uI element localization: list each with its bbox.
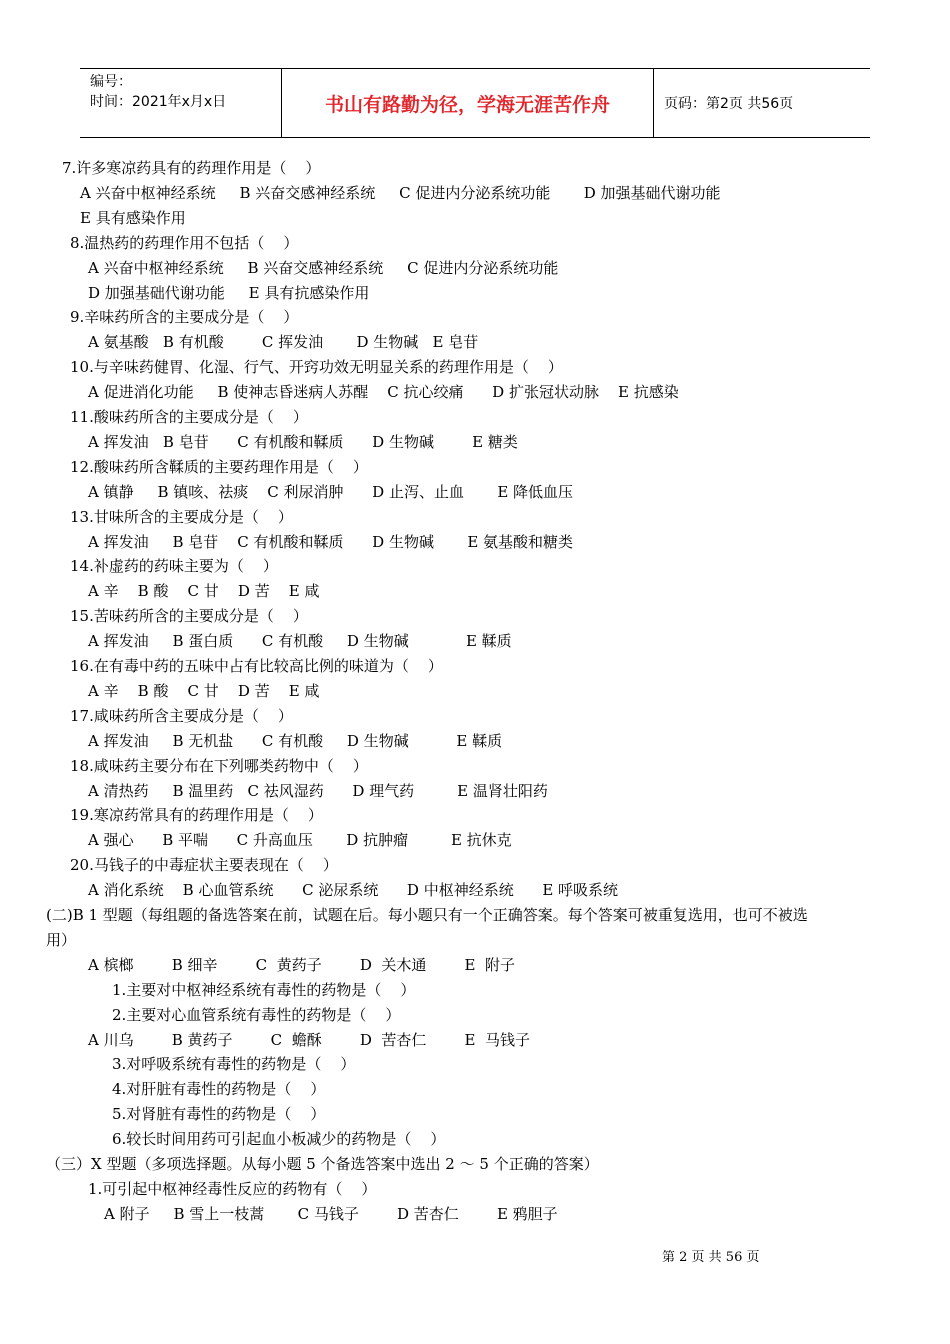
- text-line: A 挥发油 B 无机盐 C 有机酸 D 生物碱 E 鞣质: [88, 732, 503, 750]
- text-line: 7.许多寒凉药具有的药理作用是（ ）: [62, 159, 321, 177]
- text-line: A 挥发油 B 蛋白质 C 有机酸 D 生物碱 E 鞣质: [88, 632, 512, 650]
- text-line: A 辛 B 酸 C 甘 D 苦 E 咸: [88, 582, 320, 600]
- text-line: 20.马钱子的中毒症状主要表现在（ ）: [70, 856, 338, 874]
- text-line: （三）X 型题（多项选择题。从每小题 5 个备选答案中选出 2 ～ 5 个正确的答案）: [46, 1155, 599, 1173]
- text-line: 1.主要对中枢神经系统有毒性的药物是（ ）: [112, 981, 416, 999]
- text-line: D 加强基础代谢功能 E 具有抗感染作用: [88, 284, 370, 302]
- text-line: A 附子 B 雪上一枝蒿 C 马钱子 D 苦杏仁 E 鸦胆子: [104, 1205, 558, 1223]
- text-line: 13.甘味所含的主要成分是（ ）: [70, 508, 293, 526]
- text-line: 15.苦味药所含的主要成分是（ ）: [70, 607, 308, 625]
- text-line: A 镇静 B 镇咳、祛痰 C 利尿消肿 D 止泻、止血 E 降低血压: [88, 483, 574, 501]
- text-line: E 具有感染作用: [80, 209, 186, 227]
- text-line: 用）: [46, 931, 77, 949]
- text-line: 11.酸味药所含的主要成分是（ ）: [70, 408, 308, 426]
- page-footer: 第 2 页 共 56 页: [662, 1250, 760, 1265]
- text-line: A 兴奋中枢神经系统 B 兴奋交感神经系统 C 促进内分泌系统功能 D 加强基础代谢功能: [80, 184, 721, 202]
- page-header: [80, 68, 870, 138]
- text-line: 6.较长时间用药可引起血小板减少的药物是（ ）: [112, 1130, 446, 1148]
- text-line: 14.补虚药的药味主要为（ ）: [70, 557, 278, 575]
- text-line: A 清热药 B 温里药 C 祛风湿药 D 理气药 E 温肾壮阳药: [88, 782, 548, 800]
- text-line: A 兴奋中枢神经系统 B 兴奋交感神经系统 C 促进内分泌系统功能: [88, 259, 559, 277]
- text-line: 5.对肾脏有毒性的药物是（ ）: [112, 1105, 326, 1123]
- text-line: 3.对呼吸系统有毒性的药物是（ ）: [112, 1055, 356, 1073]
- text-line: A 强心 B 平喘 C 升高血压 D 抗肿瘤 E 抗休克: [88, 831, 512, 849]
- text-line: 10.与辛味药健胃、化湿、行气、开窍功效无明显关系的药理作用是（ ）: [70, 358, 563, 376]
- text-line: 2.主要对心血管系统有毒性的药物是（ ）: [112, 1006, 401, 1024]
- text-line: A 槟榔 B 细辛 C 黄药子 D 关木通 E 附子: [88, 956, 516, 974]
- text-line: 12.酸味药所含鞣质的主要药理作用是（ ）: [70, 458, 368, 476]
- header-meta: [80, 69, 281, 137]
- document-number-label: 编号：: [90, 74, 132, 90]
- text-line: 1.可引起中枢神经毒性反应的药物有（ ）: [88, 1180, 377, 1198]
- header-page-number: 页码：第2页 共56页: [664, 96, 794, 112]
- text-line: A 挥发油 B 皂苷 C 有机酸和鞣质 D 生物碱 E 氨基酸和糖类: [88, 533, 574, 551]
- text-line: A 消化系统 B 心血管系统 C 泌尿系统 D 中枢神经系统 E 呼吸系统: [88, 881, 619, 899]
- text-line: A 挥发油 B 皂苷 C 有机酸和鞣质 D 生物碱 E 糖类: [88, 433, 518, 451]
- text-line: 19.寒凉药常具有的药理作用是（ ）: [70, 806, 323, 824]
- text-line: 8.温热药的药理作用不包括（ ）: [70, 234, 299, 252]
- text-line: A 川乌 B 黄药子 C 蟾酥 D 苦杏仁 E 马钱子: [88, 1031, 531, 1049]
- header-motto: 书山有路勤为径，学海无涯苦作舟: [281, 69, 654, 137]
- text-line: 16.在有毒中药的五味中占有比较高比例的味道为（ ）: [70, 657, 443, 675]
- text-line: (二)B 1 型题（每组题的备选答案在前，试题在后。每小题只有一个正确答案。每个答案可被重复选用，也可不被选: [46, 906, 808, 924]
- document-date-label: 时间：2021年x月x日: [90, 94, 227, 110]
- text-line: A 促进消化功能 B 使神志昏迷病人苏醒 C 抗心绞痛 D 扩张冠状动脉 E 抗感染: [88, 383, 679, 401]
- text-line: 4.对肝脏有毒性的药物是（ ）: [112, 1080, 326, 1098]
- text-line: 18.咸味药主要分布在下列哪类药物中（ ）: [70, 757, 368, 775]
- text-line: A 氨基酸 B 有机酸 C 挥发油 D 生物碱 E 皂苷: [88, 333, 479, 351]
- text-line: 9.辛味药所含的主要成分是（ ）: [70, 308, 299, 326]
- text-line: A 辛 B 酸 C 甘 D 苦 E 咸: [88, 682, 320, 700]
- text-line: 17.咸味药所含主要成分是（ ）: [70, 707, 293, 725]
